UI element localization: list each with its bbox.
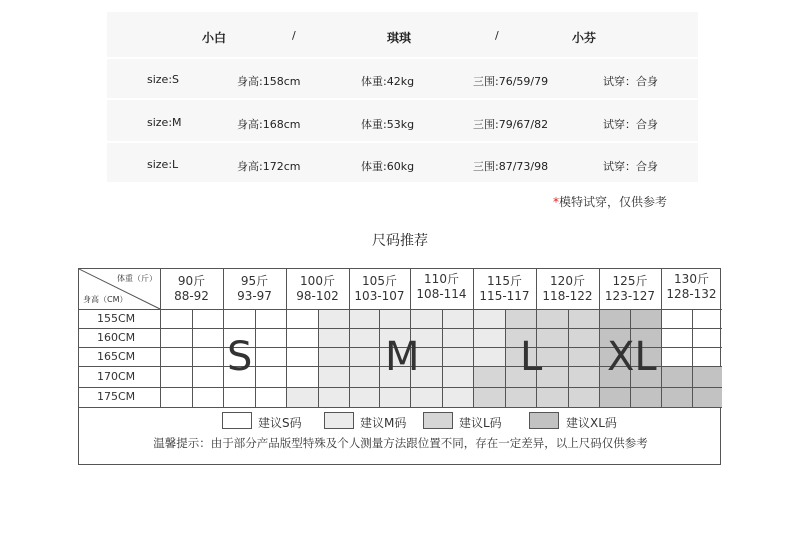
weight-jin: 95斤 <box>240 274 269 288</box>
size-m-region-ext <box>286 387 318 408</box>
model-row <box>107 100 698 142</box>
model-row <box>107 143 698 182</box>
legend-label-s: 建议S码 <box>258 416 302 430</box>
weight-range: 88-92 <box>174 289 209 303</box>
weight-header <box>599 274 661 304</box>
weight-header <box>349 274 410 304</box>
size-chart <box>78 268 721 465</box>
legend-label-xl: 建议XL码 <box>566 416 617 430</box>
model-weight: 体重:60kg <box>361 160 415 173</box>
legend-swatch-s <box>222 412 252 429</box>
model-weight: 体重:42kg <box>361 75 415 88</box>
size-tip: 温馨提示：由于部分产品版型特殊及个人测量方法跟位置不同，存在一定差异，以上尺码仅供参考 <box>153 436 648 450</box>
weight-jin: 115斤 <box>487 274 522 288</box>
legend-swatch-l <box>423 412 453 429</box>
weight-jin: 110斤 <box>424 272 459 286</box>
note-text: 模特试穿，仅供参考 <box>559 195 668 209</box>
model-height: 身高:158cm <box>237 75 301 88</box>
model-row <box>107 59 698 99</box>
model-fit: 试穿：合身 <box>603 75 658 88</box>
grid-line <box>79 407 722 408</box>
weight-header <box>410 272 473 302</box>
size-letter-s: S <box>227 334 253 380</box>
size-chart-title: 尺码推荐 <box>372 233 428 249</box>
model-height: 身高:168cm <box>237 118 301 131</box>
weight-range: 93-97 <box>237 289 272 303</box>
weight-range: 118-122 <box>542 289 593 303</box>
height-label: 165CM <box>97 350 136 363</box>
size-letter-xl: XL <box>607 334 657 380</box>
model-fit: 试穿：合身 <box>603 118 658 131</box>
height-label: 170CM <box>97 370 136 383</box>
weight-header <box>160 274 223 304</box>
grid-line <box>442 309 443 408</box>
model-fit: 试穿：合身 <box>603 160 658 173</box>
header-separator: / <box>495 29 499 42</box>
weight-range: 103-107 <box>354 289 405 303</box>
model-measures: 三围:76/59/79 <box>473 75 549 88</box>
model-height: 身高:172cm <box>237 160 301 173</box>
model-size: size:L <box>147 158 179 171</box>
weight-range: 128-132 <box>666 287 717 301</box>
weight-jin: 105斤 <box>362 274 397 288</box>
weight-range: 108-114 <box>416 287 467 301</box>
weight-header <box>661 272 722 302</box>
grid-line <box>79 387 722 388</box>
weight-header <box>223 274 286 304</box>
model-name-qiqi: 琪琪 <box>387 31 412 45</box>
grid-line <box>192 309 193 408</box>
grid-line <box>692 309 693 408</box>
model-header-row <box>107 12 698 58</box>
weight-header <box>473 274 536 304</box>
model-measures: 三围:87/73/98 <box>473 160 549 173</box>
legend-swatch-m <box>324 412 354 429</box>
corner-weight-label: 体重（斤） <box>117 274 157 283</box>
model-size: size:S <box>147 73 180 86</box>
note-asterisk: * <box>553 195 559 209</box>
model-weight: 体重:53kg <box>361 118 415 131</box>
grid-line <box>79 328 722 329</box>
header-separator: / <box>292 29 296 42</box>
weight-range: 98-102 <box>296 289 339 303</box>
weight-jin: 130斤 <box>674 272 709 286</box>
weight-jin: 100斤 <box>300 274 335 288</box>
height-label: 175CM <box>97 390 136 403</box>
height-label: 160CM <box>97 331 136 344</box>
height-label: 155CM <box>97 312 136 325</box>
grid-line <box>318 309 319 408</box>
grid-line <box>568 309 569 408</box>
corner-height-label: 身高（CM） <box>83 295 128 304</box>
model-note <box>553 193 667 210</box>
grid-line <box>505 309 506 408</box>
weight-header <box>286 274 349 304</box>
model-name-xiaobai: 小白 <box>202 31 227 45</box>
weight-jin: 120斤 <box>550 274 585 288</box>
model-measures: 三围:79/67/82 <box>473 118 549 131</box>
size-letter-m: M <box>385 334 420 380</box>
legend-swatch-xl <box>529 412 559 429</box>
legend-label-m: 建议M码 <box>360 416 407 430</box>
weight-header <box>536 274 599 304</box>
model-size: size:M <box>147 116 182 129</box>
grid-line <box>79 309 722 310</box>
weight-range: 123-127 <box>604 289 656 303</box>
weight-range: 115-117 <box>479 289 530 303</box>
size-letter-l: L <box>520 334 543 380</box>
weight-jin: 90斤 <box>177 274 206 288</box>
weight-jin: 125斤 <box>612 274 648 288</box>
model-name-xiaofen: 小芬 <box>572 31 597 45</box>
grid-line <box>379 309 380 408</box>
grid-line <box>255 309 256 408</box>
model-table <box>107 12 698 182</box>
legend-label-l: 建议L码 <box>459 416 502 430</box>
